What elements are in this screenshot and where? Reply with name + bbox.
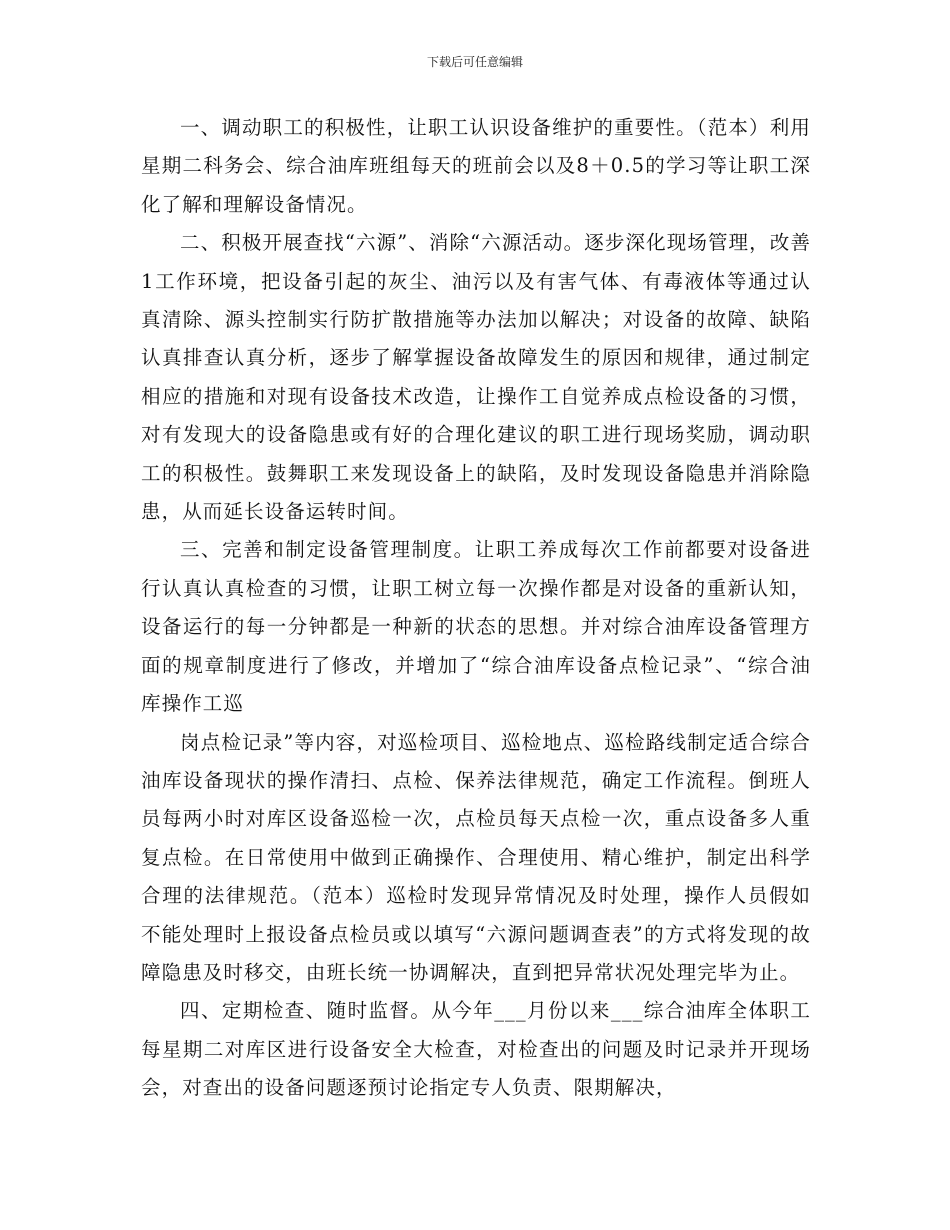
document-body xyxy=(141,109,811,1108)
paragraph-5: 四、定期检查、随时监督。从今年___月份以来___综合油库全体职工每星期二对库区进行设备安全大检查，对检查出的问题及时记录并开现场会，对查出的设备问题逐预讨论指定专人负责、限期解决， xyxy=(141,999,811,1100)
paragraph-2: 二、积极开展查找“六源”、消除“六源活动。逐步深化现场管理，改善1工作环境，把设备引起的灰尘、油污以及有害气体、有毒液体等通过认真清除、源头控制实行防扩散措施等办法加以解决；对设备的故障、缺陷认真排查认真分析，逐步了解掌握设备故障发生的原因和规律，通过制定相应的措施和对现有设备技术改造，让操作工自觉养成点检设备的习惯，对有发现大的设备隐患或有好的合理化建议的职工进行现场奖励，调动职工的积极性。鼓舞职工来发现设备上的缺陷，及时发现设备隐患并消除隐患，从而延长设备运转时间。 xyxy=(141,231,811,524)
paragraph-1: 一、调动职工的积极性，让职工认识设备维护的重要性。（范本）利用星期二科务会、综合油库班组每天的班前会以及8＋0.5的学习等让职工深化了解和理解设备情况。 xyxy=(141,116,811,216)
paragraph-3: 三、完善和制定设备管理制度。让职工养成每次工作前都要对设备进行认真认真检查的习惯，让职工树立每一次操作都是对设备的重新认知，设备运行的每一分钟都是一种新的状态的思想。并对综合油库设备管理方面的规章制度进行了修改，并增加了“综合油库设备点检记录”、“综合油库操作工巡 xyxy=(141,538,811,716)
page-header-note: 下载后可任意编辑 xyxy=(426,55,523,69)
paragraph-4: 岗点检记录”等内容，对巡检项目、巡检地点、巡检路线制定适合综合油库设备现状的操作清扫、点检、保养法律规范，确定工作流程。倒班人员每两小时对库区设备巡检一次，点检员每天点检一次，重点设备多人重复点检。在日常使用中做到正确操作、合理使用、精心维护，制定出科学合理的法律规范。（范本）巡检时发现异常情况及时处理，操作人员假如不能处理时上报设备点检员或以填写“六源问题调查表”的方式将发现的故障隐患及时移交，由班长统一协调解决，直到把异常状况处理完毕为止。 xyxy=(141,730,811,984)
